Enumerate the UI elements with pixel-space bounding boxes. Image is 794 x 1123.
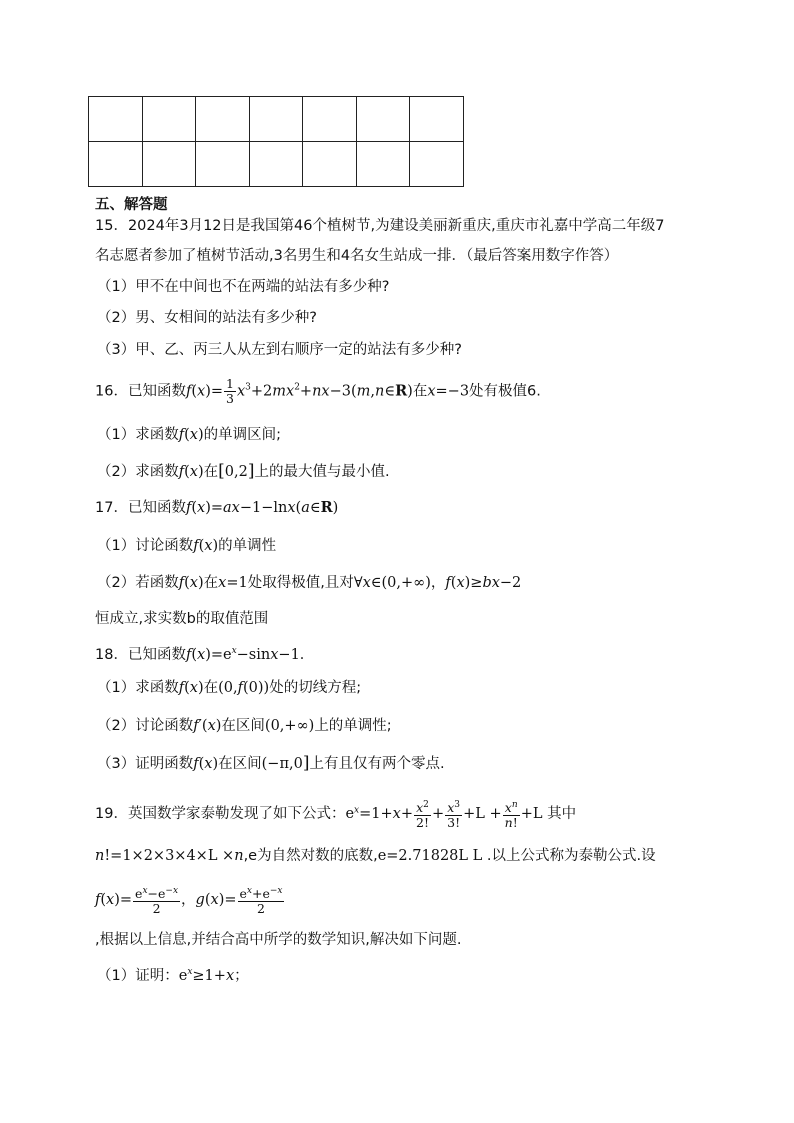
answer-cell (249, 97, 303, 142)
formula-f16: f (185, 383, 192, 400)
q16-stem: 16．已知函数f(x)= $\frac{1}{3}$ $x^3+2mx^2+nx-3(m,n\in R)$在x=−3处有极值6. (95, 376, 541, 406)
q17-stem: 17．已知函数f(x)=ax−1−lnx(a∈R) (95, 499, 339, 516)
fraction-one-third: $\frac{1}{3}$ (226, 376, 234, 406)
q15-part2: （2）男、女相间的站法有多少种? (97, 310, 317, 326)
answer-grid (88, 96, 464, 187)
section-title: 五、解答题 (95, 197, 168, 213)
answer-cell (196, 142, 250, 187)
answer-cell (142, 142, 196, 187)
answer-cell (142, 97, 196, 142)
answer-cell (410, 97, 464, 142)
answer-cell (303, 97, 357, 142)
q17-part1: （1）讨论函数f(x)的单调性 (97, 538, 277, 554)
q17-part2-cont: 恒成立,求实数b的取值范围 (95, 611, 269, 627)
q18-stem: 18．已知函数$f(x)=e^x-\sin x-1$． (95, 646, 315, 663)
answer-cell (410, 142, 464, 187)
q15-line1: 15．2024年3月12日是我国第46个植树节,为建设美丽新重庆,重庆市礼嘉中学高二年级7 (95, 218, 665, 234)
q19-line2: n!=1×2×3×4×L ×n,e为自然对数的底数,e=2.71828L L .以上公式称为泰勒公式.设 (95, 848, 656, 864)
q15-part1: （1）甲不在中间也不在两端的站法有多少种? (97, 279, 390, 295)
q19-line3: f(x)= $\frac{e^x-e^{-x}}{2}$ ，g(x)= $\frac{e^x+e^{-x}}{2}$ (95, 886, 283, 917)
answer-cell (303, 142, 357, 187)
q19-line4: ,根据以上信息,并结合高中所学的数学知识,解决如下问题. (95, 932, 462, 948)
answer-cell (196, 97, 250, 142)
answer-grid-row (89, 97, 464, 142)
answer-cell (356, 142, 410, 187)
answer-cell (249, 142, 303, 187)
q16-part1: （1）求函数f(x)的单调区间; (97, 427, 282, 443)
answer-cell (89, 97, 143, 142)
q15-part3: （3）甲、乙、丙三人从左到右顺序一定的站法有多少种? (97, 342, 462, 358)
q19-part1: （1）证明：$e^x\ge 1+x$； (97, 967, 249, 984)
answer-grid-row (89, 142, 464, 187)
q19-stem: 19．英国数学家泰勒发现了如下公式：$e^x=1+x+$ $\frac{x^2}{2!}$ + $\frac{x^3}{3!}$ +L + $\frac{x^n}{n!}$ +L 其中 (95, 800, 577, 831)
answer-cell (89, 142, 143, 187)
answer-cell (356, 97, 410, 142)
q18-part1: （1）求函数f(x)在(0,f(0))处的切线方程; (97, 680, 362, 696)
q15-line2: 名志愿者参加了植树节活动,3名男生和4名女生站成一排．（最后答案用数字作答） (95, 248, 619, 264)
q17-part2: （2）若函数f(x)在x=1处取得极值,且对∀x∈(0,+∞)，f(x)≥bx−2 (97, 575, 522, 591)
q16-part2: （2）求函数f(x)在[0,2]上的最大值与最小值. (97, 461, 390, 481)
q18-part3: （3）证明函数f(x)在区间(−π,0]上有且仅有两个零点. (97, 753, 445, 773)
q18-part2: （2）讨论函数f′(x)在区间(0,+∞)上的单调性; (97, 718, 392, 734)
